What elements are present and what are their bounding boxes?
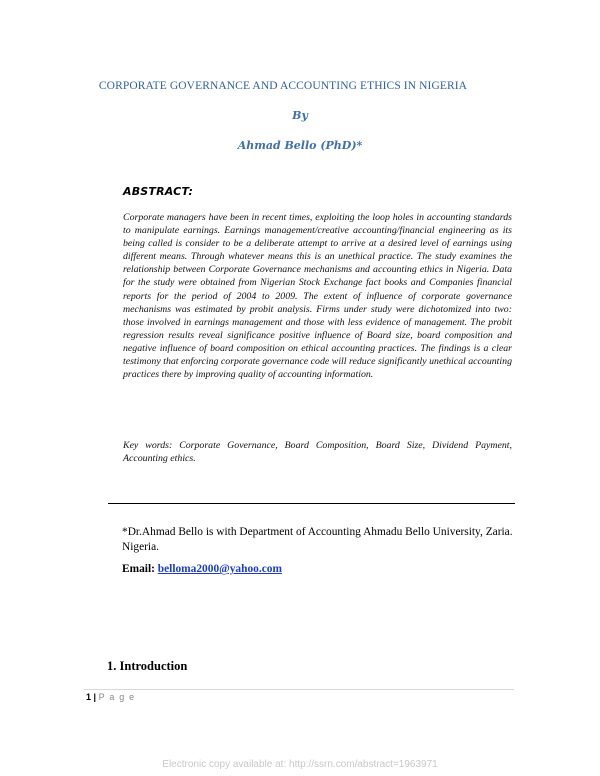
email-link[interactable]: belloma2000@yahoo.com [157, 563, 282, 575]
keywords: Key words: Corporate Governance, Board Composition, Board Size, Dividend Payment, Accounting ethics. [123, 440, 512, 465]
page-word: P a g e [98, 692, 136, 702]
email-line [122, 563, 282, 575]
page-footer-divider [84, 689, 514, 690]
author-name: Ahmad Bello (PhD)* [237, 139, 363, 152]
ssrn-watermark: Electronic copy available at: http://ssrn.com/abstract=1963971 [162, 759, 438, 770]
abstract-heading: ABSTRACT: [123, 185, 194, 198]
page-footer [86, 692, 135, 702]
footnote-divider [108, 503, 515, 504]
author-footnote: *Dr.Ahmad Bello is with Department of Accounting Ahmadu Bello University, Zaria. Nigeria. [122, 526, 513, 553]
page-separator: | [93, 692, 97, 702]
paper-title: CORPORATE GOVERNANCE AND ACCOUNTING ETHICS IN NIGERIA [98, 80, 468, 92]
email-label: Email: [122, 563, 155, 575]
page-number: 1 [86, 692, 92, 702]
abstract-body: Corporate managers have been in recent times, exploiting the loop holes in accounting standards to manipulate earnings. Earnings management/creative accounting/financial engineering as its being called is consider to be a deliberate attempt to arrive at a desired level of earnings using different means. Through whatever means this is an unethical practice. The study examines the relationship between Corporate Governance mechanisms and accounting ethics in Nigeria. Data for the study were obtained from Nigerian Stock Exchange fact books and Companies financial reports for the period of 2004 to 2009. The extent of influence of corporate governance mechanisms was estimated by probit analysis. Firms under study were dichotomized into two: those involved in earnings management and those with less evidence of management. The probit regression results reveal significance positive influence of Board size, board composition and negative influence of board composition on ethical accounting practices. The findings is a clear testimony that enforcing corporate governance code will reduce significantly unethical accounting practices there by improving quality of accounting information. [123, 212, 512, 381]
by-line: By [292, 109, 308, 122]
section-heading-introduction: 1. Introduction [107, 659, 188, 673]
